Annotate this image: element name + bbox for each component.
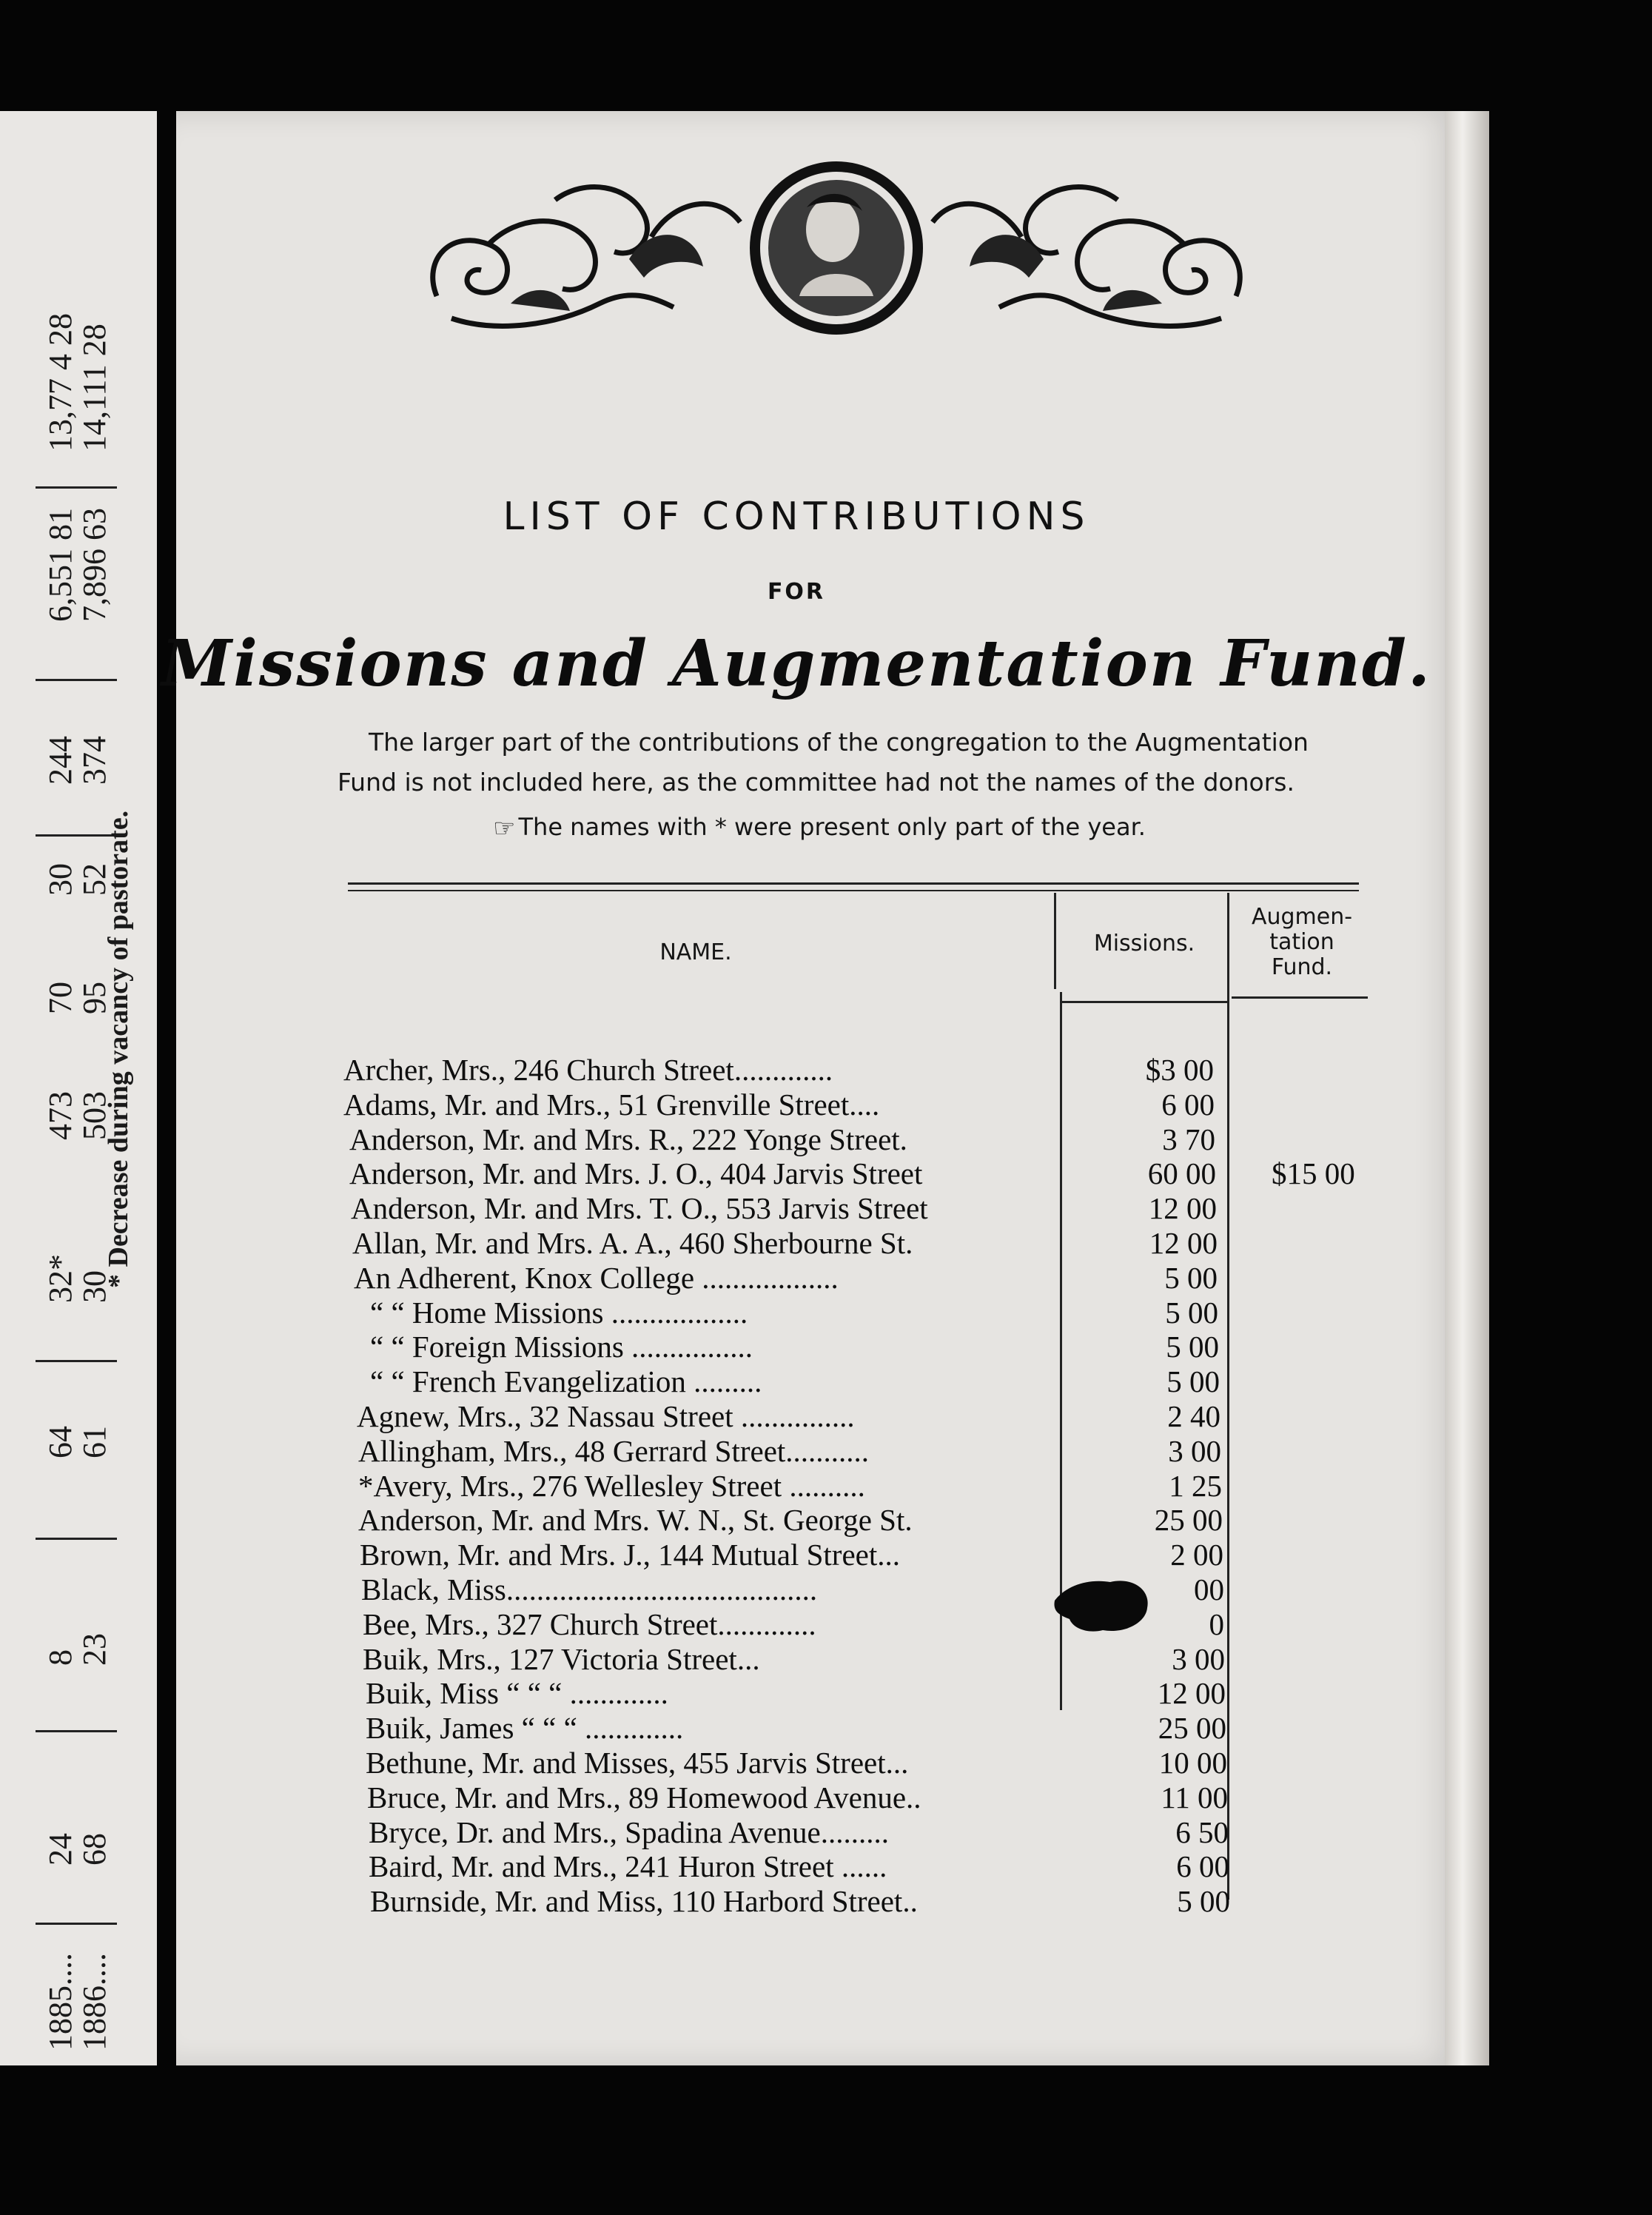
contributor-name: Bethune, Mr. and Misses, 455 Jarvis Street... [366, 1746, 909, 1780]
contributor-name: Bryce, Dr. and Mrs., Spadina Avenue......... [369, 1814, 889, 1849]
contributor-name: Buik, Miss “ “ “ ............. [366, 1676, 668, 1711]
contributor-name: “ “ French Evangelization ......... [370, 1364, 762, 1399]
page-title: LIST OF CONTRIBUTIONS [503, 495, 1090, 539]
missions-amount: 2 40 [1167, 1399, 1220, 1433]
contributor-name: Anderson, Mr. and Mrs. J. O., 404 Jarvis Street [349, 1156, 923, 1191]
prev-cell: 13,77 4 28 [42, 313, 78, 452]
missions-amount: 5 00 [1166, 1330, 1219, 1364]
missions-amount: 6 50 [1175, 1814, 1229, 1849]
contributor-name: Bee, Mrs., 327 Church Street............. [363, 1606, 816, 1641]
table-row [0, 1261, 1652, 1295]
missions-amount: 60 00 [1147, 1156, 1216, 1191]
prev-cell: 32* [42, 1254, 78, 1303]
previous-page-footnote: * Decrease during vacancy of pastorate. [103, 810, 134, 1288]
table-row [0, 1296, 1652, 1330]
prev-cell: 64 [42, 1426, 78, 1458]
contributor-name: Adams, Mr. and Mrs., 51 Grenville Street.... [343, 1087, 880, 1122]
augmentation-amount: $15 00 [1272, 1156, 1355, 1191]
table-row [0, 1711, 1652, 1745]
contributor-name: Baird, Mr. and Mrs., 241 Huron Street ...... [369, 1849, 887, 1884]
contributor-name: Anderson, Mr. and Mrs. R., 222 Yonge Street. [349, 1122, 907, 1156]
table-row [0, 1399, 1652, 1433]
table-row [0, 1849, 1652, 1883]
table-row [0, 1469, 1652, 1503]
missions-amount: 3 00 [1172, 1641, 1225, 1676]
table-row [0, 1746, 1652, 1780]
missions-amount: 0 [1209, 1606, 1224, 1641]
table-row [0, 1572, 1652, 1606]
prev-cell: 30 [76, 1270, 113, 1303]
table-row [0, 1330, 1652, 1364]
table-row [0, 1884, 1652, 1918]
missions-amount: 12 00 [1148, 1191, 1217, 1226]
contributor-name: Anderson, Mr. and Mrs. T. O., 553 Jarvis Street [351, 1191, 928, 1226]
missions-amount: 6 00 [1161, 1087, 1215, 1122]
prev-cell: 23 [76, 1633, 113, 1666]
prev-year: 1886.... [76, 1953, 113, 2051]
prev-cell: 52 [76, 863, 113, 896]
contributor-name: Brown, Mr. and Mrs. J., 144 Mutual Street... [360, 1538, 900, 1572]
table-row [0, 1676, 1652, 1710]
missions-amount: 3 70 [1162, 1122, 1215, 1156]
prev-year: 1885.... [42, 1953, 78, 2051]
contributor-name: Bruce, Mr. and Mrs., 89 Homewood Avenue.. [367, 1780, 921, 1814]
table-row [0, 1053, 1652, 1087]
table-row [0, 1815, 1652, 1849]
table-row [0, 1364, 1652, 1398]
missions-amount: 1 25 [1169, 1468, 1222, 1503]
prev-cell: 61 [76, 1426, 113, 1458]
contributor-name: Black, Miss......................................... [361, 1572, 818, 1606]
table-row [0, 1503, 1652, 1537]
table-row [0, 1607, 1652, 1641]
intro-line: Fund is not included here, as the committee had not the names of the donors. [338, 768, 1295, 797]
contributor-name: An Adherent, Knox College .................. [354, 1260, 839, 1295]
missions-amount: 5 00 [1166, 1364, 1220, 1399]
table-row [0, 1538, 1652, 1572]
contributor-name: Buik, James “ “ “ ............. [366, 1711, 684, 1746]
title-for: FOR [767, 579, 826, 605]
prev-cell: 70 [42, 982, 78, 1014]
table-row [0, 1156, 1652, 1190]
missions-amount: 25 00 [1154, 1503, 1223, 1538]
missions-amount: $3 00 [1145, 1053, 1214, 1087]
prev-cell: 503 [76, 1091, 113, 1140]
missions-amount: 25 00 [1158, 1711, 1226, 1746]
contributor-name: Agnew, Mrs., 32 Nassau Street ............... [357, 1399, 855, 1433]
contributor-name: Archer, Mrs., 246 Church Street............. [343, 1053, 833, 1087]
contributor-name: Anderson, Mr. and Mrs. W. N., St. George St. [358, 1503, 913, 1538]
ink-blot [1051, 1571, 1155, 1638]
contributor-name: “ “ Home Missions .................. [370, 1295, 748, 1330]
intro-line: The larger part of the contributions of the congregation to the Augmentation [369, 728, 1309, 757]
prev-cell: 244 [42, 736, 78, 785]
column-header-missions: Missions. [1093, 931, 1195, 956]
table-row [0, 1088, 1652, 1122]
missions-amount: 5 00 [1165, 1295, 1218, 1330]
table-row [0, 1226, 1652, 1260]
missions-amount: 10 00 [1158, 1746, 1227, 1780]
prev-cell: 14,111 28 [76, 324, 113, 452]
prev-cell: 6,551 81 [42, 508, 78, 622]
missions-amount: 2 00 [1170, 1538, 1223, 1572]
missions-amount: 11 00 [1161, 1780, 1228, 1814]
missions-amount: 5 00 [1164, 1260, 1218, 1295]
table-row [0, 1434, 1652, 1468]
contributor-name: “ “ Foreign Missions ................ [370, 1330, 753, 1364]
contributor-name: Buik, Mrs., 127 Victoria Street... [363, 1641, 760, 1676]
table-row [0, 1642, 1652, 1676]
note-text: The names with * were present only part of the year. [518, 813, 1146, 841]
contributor-name: Burnside, Mr. and Miss, 110 Harbord Street.. [370, 1884, 918, 1919]
prev-cell: 374 [76, 736, 113, 785]
prev-cell: 68 [76, 1833, 113, 1866]
prev-cell: 30 [42, 863, 78, 896]
table-row [0, 1191, 1652, 1225]
prev-cell: 95 [76, 982, 113, 1014]
column-header-line: Augmen- [1251, 904, 1353, 930]
missions-amount: 00 [1194, 1572, 1224, 1606]
prev-cell: 7,896 63 [76, 508, 113, 622]
missions-amount: 12 00 [1149, 1226, 1218, 1260]
contributor-name: Allan, Mr. and Mrs. A. A., 460 Sherbourne St. [352, 1226, 913, 1260]
contributor-name: Allingham, Mrs., 48 Gerrard Street........... [358, 1433, 870, 1468]
prev-cell: 473 [42, 1091, 78, 1140]
pointing-hand-icon: ☞ [493, 814, 516, 843]
column-header-line: tation [1269, 929, 1334, 955]
prev-cell: 24 [42, 1833, 78, 1866]
column-header-name: NAME. [659, 939, 732, 965]
prev-cell: 8 [42, 1649, 78, 1666]
missions-amount: 12 00 [1157, 1676, 1226, 1711]
table-row [0, 1122, 1652, 1156]
missions-amount: 5 00 [1177, 1884, 1230, 1919]
column-header-line: Fund. [1271, 954, 1333, 980]
missions-amount: 6 00 [1176, 1849, 1229, 1884]
table-row [0, 1780, 1652, 1814]
fund-title: Missions and Augmentation Fund. [161, 626, 1431, 701]
missions-amount: 3 00 [1168, 1433, 1221, 1468]
contributor-name: *Avery, Mrs., 276 Wellesley Street .......... [358, 1468, 865, 1503]
